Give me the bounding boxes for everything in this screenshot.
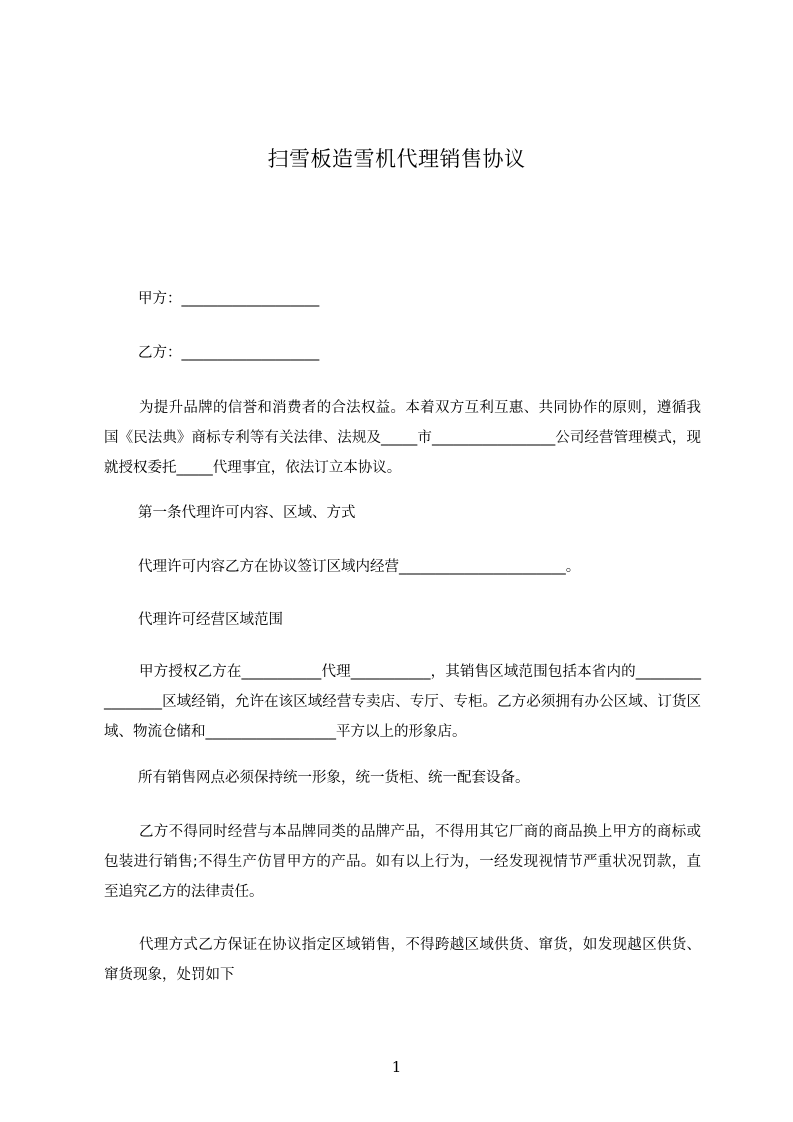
party-a-line: 甲方：___________________ (138, 291, 320, 307)
unified-image-line: 所有销售网点必须保持统一形象，统一货柜、统一配套设备。 (138, 770, 530, 786)
intro-paragraph: 为提升品牌的信誉和消费者的合法权益。本着双方互利互惠、共同协作的原则，遵循我国《民法典》商标专利等有关法律、法规及_____市_________________公司经营管理模式，现就授权委托_____代理事宜，依法订立本协议。 (104, 400, 701, 476)
article-1-heading: 第一条代理许可内容、区域、方式 (138, 505, 356, 521)
license-content-line: 代理许可内容乙方在协议签订区域内经营_______________________。 (138, 559, 581, 575)
page-number: 1 (391, 1058, 402, 1076)
agency-method-paragraph: 代理方式乙方保证在协议指定区域销售，不得跨越区域供货、窜货，如发现越区供货、窜货现象，处罚如下 (104, 937, 701, 983)
license-area-heading: 代理许可经营区域范围 (138, 612, 283, 628)
area-paragraph: 甲方授权乙方在___________代理___________，其销售区域范围包括本省内的_________________区域经销，允许在该区域经营专卖店、专厅、专柜。乙方必须拥有办公区域、订货区域、物流仓储和__________________平方以上的形象店。 (104, 664, 701, 740)
party-b-line: 乙方：___________________ (138, 345, 320, 361)
document-title: 扫雪板造雪机代理销售协议 (267, 147, 526, 171)
no-competing-paragraph: 乙方不得同时经营与本品牌同类的品牌产品，不得用其它厂商的商品换上甲方的商标或包装进行销售;不得生产仿冒甲方的产品。如有以上行为，一经发现视情节严重状况罚款，直至追究乙方的法律责任。 (104, 824, 701, 900)
